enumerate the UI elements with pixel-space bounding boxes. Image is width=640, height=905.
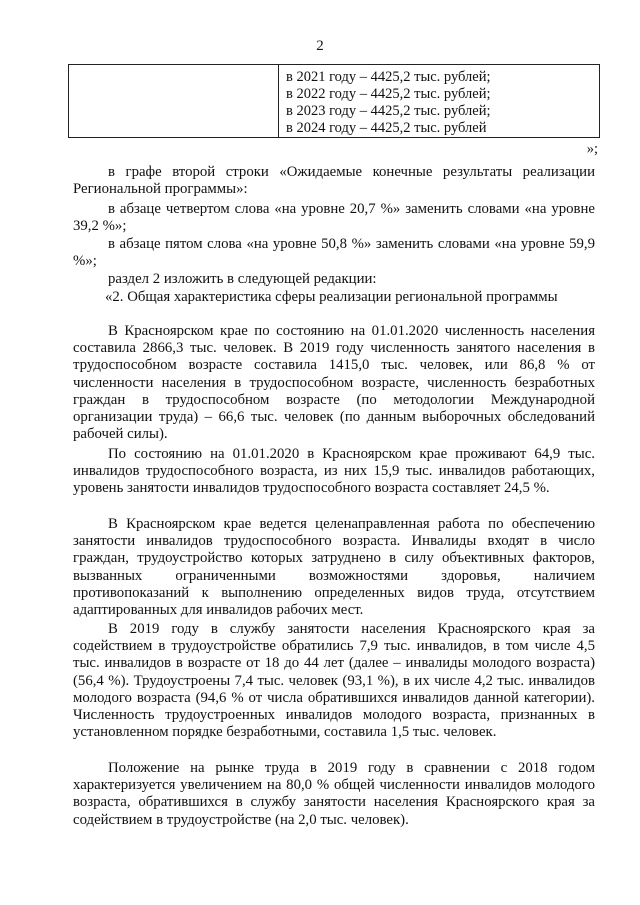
paragraph-2 xyxy=(73,446,595,498)
budget-table xyxy=(68,64,600,138)
amendment-1-text: в графе второй строки «Ожидаемые конечные результаты реализации Региональной программы»: xyxy=(73,164,595,198)
amendment-1 xyxy=(73,164,595,198)
funding-line-2022: в 2022 году – 4425,2 тыс. рублей; xyxy=(286,86,491,102)
amendment-3-text: в абзаце пятом слова «на уровне 50,8 %» заменить словами «на уровне 59,9 %»; xyxy=(73,236,595,270)
paragraph-5 xyxy=(73,760,595,829)
amendment-4 xyxy=(73,271,595,288)
page-number: 2 xyxy=(316,38,324,54)
paragraph-4 xyxy=(73,621,595,741)
table-cell-funding xyxy=(286,69,491,137)
amendment-2 xyxy=(73,201,595,235)
amendment-3 xyxy=(73,236,595,270)
paragraph-1 xyxy=(73,323,595,443)
table-closing-quote: »; xyxy=(586,141,598,157)
paragraph-3-text: В Красноярском крае ведется целенаправленная работа по обеспечению занятости инвалидов трудоспособного возраста. Инвалиды входят в число граждан, трудоустройство которых затруднено в силу объективных факторов, вызванных ограниченными возможностями здоровья, наличием противопоказаний к выполнению определенных видов труда, отсутствием адаптированных для инвалидов рабочих мест. xyxy=(73,516,595,619)
paragraph-1-text: В Красноярском крае по состоянию на 01.01.2020 численность населения составила 2866,3 тыс. человек. В 2019 году численность занятого населения в трудоспособном возрасте составила 1415,0 тыс. человек, или 86,8 % от численности населения в трудоспособном возрасте, численность безработных граждан в трудоспособном возрасте (по методологии Международной организации труда) – 66,6 тыс. человек (по данным выборочных обследований рабочей силы). xyxy=(73,323,595,443)
paragraph-2-text: По состоянию на 01.01.2020 в Красноярском крае проживают 64,9 тыс. инвалидов трудоспособного возраста, из них 15,9 тыс. инвалидов работающих, уровень занятости инвалидов трудоспособного возраста составляет 24,5 %. xyxy=(73,446,595,497)
table-column-divider xyxy=(278,65,279,137)
funding-line-2023: в 2023 году – 4425,2 тыс. рублей; xyxy=(286,103,491,119)
section-heading: «2. Общая характеристика сферы реализации региональной программы xyxy=(105,289,558,305)
funding-line-2021: в 2021 году – 4425,2 тыс. рублей; xyxy=(286,69,491,85)
paragraph-3 xyxy=(73,516,595,619)
amendment-2-text: в абзаце четвертом слова «на уровне 20,7 %» заменить словами «на уровне 39,2 %»; xyxy=(73,201,595,235)
funding-line-2024: в 2024 году – 4425,2 тыс. рублей xyxy=(286,120,487,136)
paragraph-4-text: В 2019 году в службу занятости населения Красноярского края за содействием в трудоустройстве обратились 7,9 тыс. инвалидов, в том числе 4,5 тыс. инвалидов в возрасте от 18 до 44 лет (далее – инвалиды молодого возраста) (56,4 %). Трудоустроены 7,4 тыс. человек (93,1 %), в их числе 4,2 тыс. инвалидов молодого возраста (94,6 % от числа обратившихся инвалидов данной категории). Численность трудоустроенных инвалидов молодого возраста, признанных в установленном порядке безработными, составила 1,5 тыс. человек. xyxy=(73,621,595,741)
amendment-4-text: раздел 2 изложить в следующей редакции: xyxy=(108,271,377,287)
paragraph-5-text: Положение на рынке труда в 2019 году в сравнении с 2018 годом характеризуется увеличением на 80,0 % общей численности инвалидов молодого возраста, обратившихся в службу занятости населения Красноярского края за содействием в трудоустройстве (на 2,0 тыс. человек). xyxy=(73,760,595,828)
